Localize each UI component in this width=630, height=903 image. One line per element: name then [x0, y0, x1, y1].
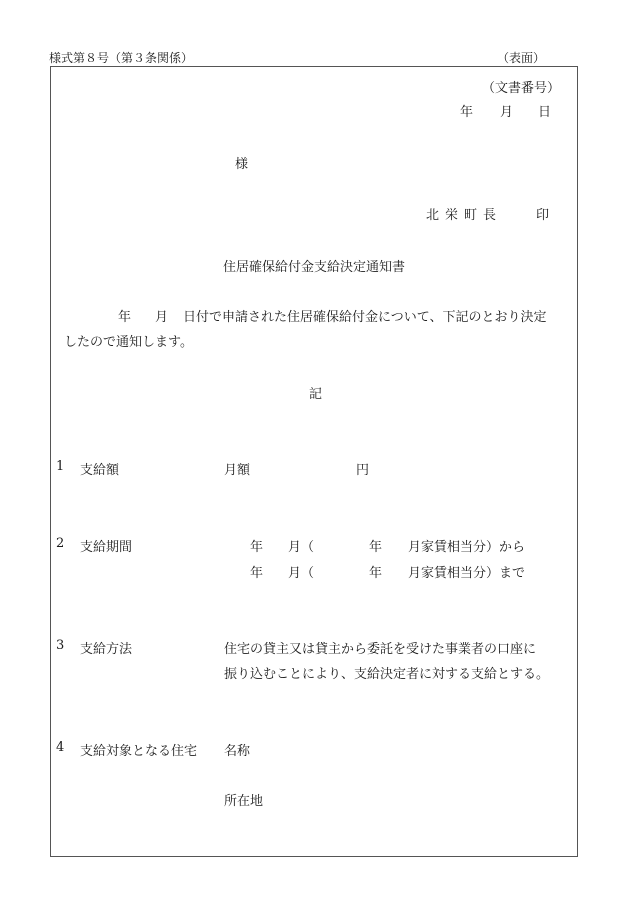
- form-number: 様式第８号（第３条関係）: [49, 51, 194, 65]
- issuer-name: 北栄町長: [426, 208, 503, 223]
- payment-method-line2: 振り込むことにより、支給決定者に対する支給とする。: [224, 667, 550, 682]
- form-side-label: （表面）: [497, 51, 546, 65]
- period-end-rent-year: 年: [369, 566, 383, 581]
- item-label: 支給対象となる住宅: [80, 744, 198, 759]
- item-number: 1: [56, 459, 65, 474]
- item-number: 4: [56, 740, 65, 755]
- payment-method-line1: 住宅の貸主又は貸主から委託を受けた事業者の口座に: [224, 642, 537, 657]
- date-month: 月: [500, 105, 514, 120]
- item-number: 3: [56, 638, 65, 653]
- period-start-year: 年: [250, 540, 264, 555]
- item-label: 支給方法: [80, 642, 133, 657]
- amount-label: 月額: [224, 463, 251, 478]
- amount-unit: 円: [356, 463, 370, 478]
- date-year: 年: [460, 105, 474, 120]
- ki-mark: 記: [309, 387, 323, 402]
- period-start-rent: 月家賃相当分）から: [408, 540, 526, 555]
- housing-address-label: 所在地: [224, 794, 264, 809]
- body-month: 月: [155, 310, 169, 325]
- item-number: 2: [56, 536, 65, 551]
- housing-name-label: 名称: [224, 744, 251, 759]
- body-text-line1: 日付で申請された住居確保給付金について、下記のとおり決定: [183, 310, 547, 325]
- body-text-line2: したので通知します。: [64, 335, 193, 350]
- document-number: （文書番号）: [482, 81, 561, 96]
- item-label: 支給期間: [80, 540, 133, 555]
- seal-mark: 印: [536, 208, 550, 223]
- period-start-rent-year: 年: [369, 540, 383, 555]
- period-end-year: 年: [250, 566, 264, 581]
- document-title: 住居確保給付金支給決定通知書: [223, 260, 406, 275]
- body-year: 年: [118, 310, 132, 325]
- form-frame: [50, 66, 578, 857]
- period-end-month: 月（: [288, 566, 315, 581]
- date-day: 日: [538, 105, 552, 120]
- period-start-month: 月（: [288, 540, 315, 555]
- item-label: 支給額: [80, 463, 120, 478]
- period-end-rent: 月家賃相当分）まで: [408, 566, 526, 581]
- addressee-suffix: 様: [235, 157, 249, 172]
